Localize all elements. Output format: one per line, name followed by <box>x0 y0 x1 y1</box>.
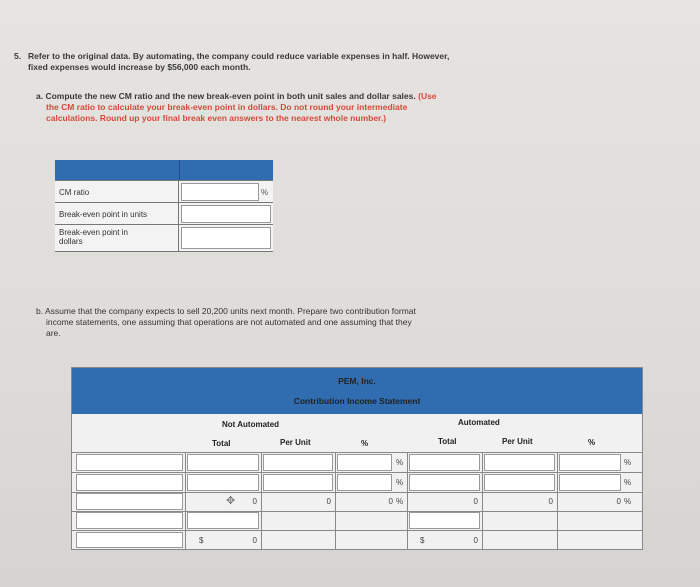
row5-label-input[interactable] <box>76 532 183 548</box>
row2-label-input[interactable] <box>76 474 183 491</box>
row5-total2-value: 0 <box>473 536 478 545</box>
row2-per-unit-input[interactable] <box>263 474 333 491</box>
percent-sign: % <box>396 497 404 506</box>
row3-total2-value: 0 <box>473 497 478 506</box>
col-total-automated: Total <box>438 437 457 446</box>
row3-pct2-value: 0 <box>616 497 621 506</box>
row5-total-value: 0 <box>252 536 257 545</box>
row3-per-unit2-value: 0 <box>548 497 553 506</box>
group-automated: Automated <box>458 418 500 427</box>
percent-sign: % <box>396 478 404 487</box>
table-row <box>55 180 273 203</box>
row4-total2-input[interactable] <box>409 512 480 529</box>
row4-total-input[interactable] <box>187 512 259 529</box>
question-number: 5. <box>14 51 22 61</box>
group-not-automated: Not Automated <box>222 420 280 429</box>
question-text-line2: fixed expenses would increase by $56,000 each month. <box>28 62 251 72</box>
row1-total2-input[interactable] <box>409 454 480 471</box>
grid-line <box>557 452 558 549</box>
row3-label-input[interactable] <box>76 493 183 510</box>
grid-line <box>185 452 186 549</box>
statement-title: Contribution Income Statement <box>293 396 421 406</box>
percent-sign: % <box>261 188 269 197</box>
col-per-unit-not-automated: Per Unit <box>280 438 311 447</box>
grid-line <box>407 452 408 549</box>
grid-line <box>482 452 483 549</box>
table-row <box>55 224 273 252</box>
question-text-line1: Refer to the original data. By automating, the company could reduce variable expenses in half. However, <box>28 51 450 61</box>
part-b-text <box>36 306 506 339</box>
label-line1: Break-even point in <box>59 228 128 237</box>
label-line2: dollars <box>59 237 83 246</box>
part-a-instruction-3: calculations. Round up your final break even answers to the nearest whole number.) <box>46 113 387 123</box>
table-row <box>55 202 273 225</box>
col-per-unit-automated: Per Unit <box>502 437 533 446</box>
row2-per-unit2-input[interactable] <box>484 474 555 491</box>
part-b-line1: b. Assume that the company expects to sell 20,200 units next month. Prepare two contribution format <box>36 306 416 316</box>
break-even-dollars-input[interactable] <box>181 227 271 249</box>
row2-total-input[interactable] <box>187 474 259 491</box>
cm-ratio-table <box>55 160 273 250</box>
row3-total-value: 0 <box>252 497 257 506</box>
row1-per-unit2-input[interactable] <box>484 454 555 471</box>
percent-sign: % <box>624 478 632 487</box>
row1-pct2-input[interactable] <box>559 454 621 471</box>
row3-pct-value: 0 <box>388 497 393 506</box>
table-header <box>55 160 273 180</box>
part-a-text <box>36 91 516 124</box>
col-total-not-automated: Total <box>212 439 231 448</box>
percent-sign: % <box>624 458 632 467</box>
row1-per-unit-input[interactable] <box>263 454 333 471</box>
col-pct-automated: % <box>588 438 596 447</box>
dollar-sign: $ <box>420 536 425 545</box>
table-header-band <box>72 368 642 414</box>
row1-label-input[interactable] <box>76 454 183 471</box>
row-label-break-even-dollars <box>55 225 179 251</box>
grid-line <box>261 452 262 549</box>
row4-label-input[interactable] <box>76 512 183 529</box>
break-even-units-input[interactable] <box>181 205 271 223</box>
row-label-cm-ratio: CM ratio <box>55 181 179 203</box>
row1-pct-input[interactable] <box>337 454 392 471</box>
part-b-line3: are. <box>46 328 61 338</box>
percent-sign: % <box>396 458 404 467</box>
col-pct-not-automated: % <box>361 439 369 448</box>
income-statement-table <box>71 367 643 550</box>
percent-sign: % <box>624 497 632 506</box>
grid-line <box>335 452 336 549</box>
row3-per-unit-value: 0 <box>326 497 331 506</box>
row2-total2-input[interactable] <box>409 474 480 491</box>
question-text <box>28 51 528 73</box>
part-a-instruction-2: the CM ratio to calculate your break-even point in dollars. Do not round your intermediate <box>46 102 408 112</box>
row2-pct2-input[interactable] <box>559 474 621 491</box>
part-b-line2: income statements, one assuming that operations are not automated and one assuming that they <box>46 317 412 327</box>
move-cursor-icon: ✥ <box>226 495 236 507</box>
row2-pct-input[interactable] <box>337 474 392 491</box>
part-a-instruction-1: (Use <box>418 91 437 101</box>
part-a-prompt: a. Compute the new CM ratio and the new break-even point in both unit sales and dollar sales. <box>36 91 416 101</box>
row1-total-input[interactable] <box>187 454 259 471</box>
dollar-sign: $ <box>199 536 204 545</box>
row-label-break-even-units: Break-even point in units <box>55 203 179 225</box>
company-name: PEM, Inc. <box>338 376 376 386</box>
cm-ratio-input[interactable] <box>181 183 259 201</box>
